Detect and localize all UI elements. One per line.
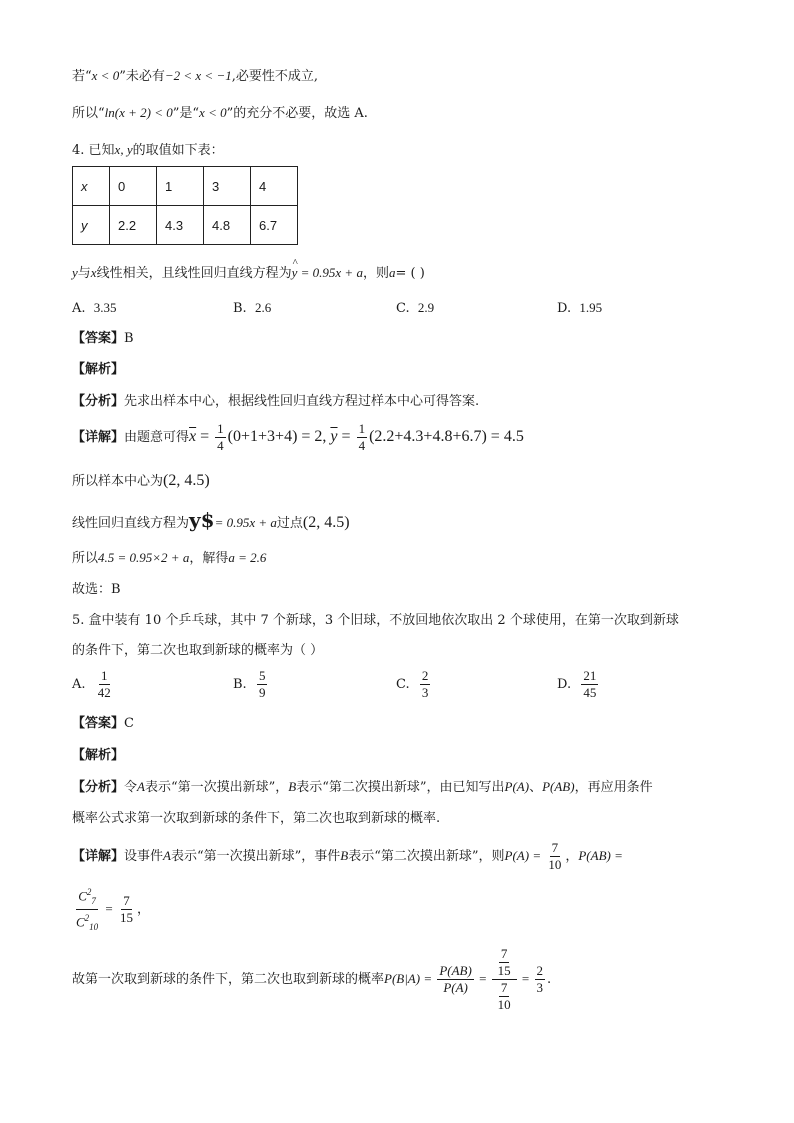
- option-d[interactable]: [557, 298, 602, 319]
- math: $\overline{y}$: [330, 428, 338, 445]
- denominator: 10: [548, 857, 562, 872]
- fraction: [535, 963, 546, 996]
- text: 的条件下，第二次也取到新球的概率为（ ）: [72, 643, 324, 658]
- fraction: [74, 884, 100, 935]
- option-key: A.: [72, 677, 86, 692]
- xiangjie-tag: 【详解】: [72, 849, 125, 864]
- fraction: [257, 668, 268, 701]
- math: −2 < x < −1: [164, 68, 232, 83]
- math: x, y: [114, 142, 133, 157]
- option-b[interactable]: [233, 668, 269, 701]
- option-a[interactable]: [72, 298, 117, 319]
- table-cell: 6.7: [251, 206, 298, 245]
- option-key: D.: [557, 677, 572, 692]
- math: =: [102, 900, 117, 916]
- option-c[interactable]: [396, 668, 432, 701]
- text: 5. 盒中装有 10 个乒乓球，其中 7 个新球，3 个旧球，不放回地依次取出 2 个球使用，在第一次取到新球: [72, 613, 679, 628]
- table-cell: 4: [251, 167, 298, 206]
- numerator: 7: [500, 980, 508, 995]
- analysis-tag: 【解析】: [72, 362, 125, 377]
- question-4-stem: [72, 140, 224, 161]
- regression-line-4: [72, 510, 350, 534]
- question-5-stem-2: [72, 641, 323, 661]
- text: 所以样本中心为: [72, 474, 164, 489]
- table-cell: 4.8: [204, 206, 251, 245]
- text: ，则: [362, 266, 389, 281]
- option-key: B.: [233, 301, 247, 316]
- math: B: [288, 779, 297, 794]
- numerator: 2: [421, 668, 429, 683]
- answer-4: [72, 329, 134, 349]
- text: ”的充分不必要，故选 A.: [226, 106, 368, 121]
- math: B: [340, 848, 349, 863]
- denominator: 3: [536, 980, 544, 995]
- denominator: 3: [421, 685, 429, 700]
- fenxi-tag: 【分析】: [72, 394, 125, 409]
- text: 先求出样本中心，根据线性回归直线方程过样本中心可得答案.: [124, 394, 480, 409]
- math: (0+1+3+4) = 2,: [227, 428, 331, 445]
- table-cell: 4.3: [157, 206, 204, 245]
- math: ^ y: [292, 263, 298, 283]
- option-c[interactable]: [396, 298, 434, 319]
- text: 表示“第二次摸出新球”，由已知写出: [296, 780, 505, 795]
- text: ，解得: [189, 551, 229, 566]
- answer-value: C: [124, 716, 134, 731]
- option-key: B.: [233, 677, 247, 692]
- table-cell: 0: [110, 167, 157, 206]
- fenxi-tag: 【分析】: [72, 780, 125, 795]
- answer-value: B: [124, 331, 134, 346]
- numerator: 2: [536, 963, 544, 978]
- text: 由题意可得: [124, 430, 190, 445]
- option-value: 1.95: [579, 300, 603, 315]
- final-5: [72, 944, 551, 1015]
- math: = 0.95x + a: [297, 265, 363, 280]
- denominator: 42: [97, 685, 111, 700]
- superscript: 2: [84, 912, 90, 923]
- math: 4.5 = 0.95×2 + a: [98, 550, 190, 565]
- text-line-2: [72, 103, 368, 124]
- numerator: 7: [500, 946, 508, 961]
- math: = 0.95x + a: [214, 515, 277, 530]
- text: ”未必有: [119, 69, 165, 84]
- math: $\overline{x}$: [189, 428, 197, 445]
- center-4: [72, 471, 210, 492]
- math: =: [196, 428, 214, 445]
- denominator: 45: [583, 685, 597, 700]
- numerator: 1: [358, 421, 366, 436]
- math: y: [72, 265, 78, 280]
- math: =: [518, 971, 533, 986]
- text: 概率公式求第一次取到新球的条件下，第二次也取到新球的概率.: [72, 811, 441, 826]
- math: (2.2+4.3+4.8+6.7) = 4.5: [369, 428, 524, 445]
- numerator: 1: [101, 668, 108, 683]
- option-key: D.: [557, 301, 572, 316]
- text: 所以: [72, 551, 99, 566]
- text: 线性相关，且线性回归直线方程为: [96, 266, 292, 281]
- option-d[interactable]: [557, 668, 600, 701]
- compound-fraction: [492, 946, 517, 1013]
- fraction: [581, 668, 598, 701]
- numerator: C: [78, 888, 87, 904]
- fraction: [437, 963, 473, 996]
- solve-4: [72, 548, 266, 569]
- text: 故第一次取到新球的条件下，第二次也取到新球的概率: [72, 972, 385, 987]
- math: A: [163, 848, 171, 863]
- subscript: 7: [91, 895, 96, 906]
- math: P(A) =: [504, 848, 545, 863]
- denominator: P(A): [443, 980, 468, 995]
- fraction: [118, 893, 135, 926]
- table-row: [73, 206, 298, 245]
- text: ”是“: [172, 106, 200, 121]
- fenxi-5-line-2: [72, 809, 440, 829]
- option-key: C.: [396, 301, 410, 316]
- fenxi-4: [72, 392, 479, 412]
- table-cell: y: [73, 206, 110, 245]
- xiangjie-4: [72, 420, 524, 455]
- text: 表示“第二次摸出新球”，则: [348, 849, 505, 864]
- text: 表示“第一次摸出新球”，事件: [170, 849, 341, 864]
- math: =: [475, 971, 490, 986]
- math: (2, 4.5): [163, 472, 210, 489]
- numerator: 21: [583, 668, 597, 683]
- text: 令: [124, 780, 138, 795]
- table-cell: 1: [157, 167, 204, 206]
- denominator: 10: [497, 997, 511, 1012]
- text: 4. 已知: [72, 143, 115, 158]
- denominator: 4: [358, 438, 366, 453]
- math: A: [137, 779, 145, 794]
- fraction: [96, 668, 113, 701]
- math: (2, 4.5): [302, 514, 350, 531]
- text-line-1: [72, 66, 318, 87]
- text: ,必要性不成立,: [231, 69, 318, 84]
- option-key: A.: [72, 301, 86, 316]
- option-value: 2.6: [254, 300, 272, 315]
- option-value: 2.9: [417, 300, 435, 315]
- answer-tag: 【答案】: [72, 716, 125, 731]
- text: ，: [137, 901, 151, 917]
- math: P(B|A) =: [384, 971, 436, 986]
- text: 故选：B: [72, 582, 121, 597]
- math: a = 2.6: [228, 550, 267, 565]
- option-b[interactable]: [233, 298, 271, 319]
- text: .: [547, 972, 552, 987]
- text: 设事件: [124, 849, 164, 864]
- choose-4: [72, 580, 121, 600]
- math: ln(x + 2) < 0: [104, 105, 173, 120]
- text: 线性回归直线方程为: [72, 516, 190, 531]
- xiangjie-tag: 【详解】: [72, 430, 125, 445]
- numerator: 7: [123, 892, 130, 908]
- option-a[interactable]: [72, 668, 115, 701]
- combination-5: [72, 884, 150, 935]
- analysis-5-tag: [72, 746, 124, 766]
- numerator: 5: [258, 668, 266, 683]
- fraction: [546, 840, 563, 873]
- fenxi-5-line-1: [72, 777, 653, 798]
- analysis-tag: 【解析】: [72, 748, 125, 763]
- text: 过点: [276, 516, 303, 531]
- analysis-4-tag: [72, 360, 124, 380]
- numerator: 1: [217, 421, 224, 436]
- text: 所以“: [72, 106, 105, 121]
- table-cell: 2.2: [110, 206, 157, 245]
- text: = ( ): [395, 266, 425, 281]
- text: 、: [529, 780, 543, 795]
- denominator: C: [76, 914, 85, 930]
- subscript: 10: [89, 921, 99, 932]
- option-key: C.: [396, 677, 410, 692]
- table-cell: x: [73, 167, 110, 206]
- text: 的取值如下表：: [132, 143, 224, 158]
- question-4-condition: [72, 263, 425, 284]
- text: 与: [77, 266, 91, 281]
- answer-5: [72, 714, 134, 734]
- table-cell: 3: [204, 167, 251, 206]
- math: =: [337, 428, 355, 445]
- numerator: P(AB): [439, 963, 472, 978]
- numerator: 7: [551, 840, 559, 855]
- math: a: [388, 265, 396, 280]
- text: ，: [565, 849, 579, 864]
- option-value: 3.35: [93, 300, 117, 315]
- xiangjie-5: [72, 836, 623, 877]
- math: x: [90, 265, 97, 280]
- math: x < 0: [91, 68, 120, 83]
- math: y$: [189, 508, 215, 532]
- math: P(A): [504, 779, 530, 794]
- text: 表示“第一次摸出新球”，: [144, 780, 289, 795]
- fraction: [420, 668, 431, 701]
- superscript: 2: [86, 887, 92, 897]
- fraction: [357, 421, 368, 454]
- text: 若“: [72, 69, 92, 84]
- xy-value-table: [72, 166, 298, 245]
- denominator: 9: [258, 685, 266, 700]
- denominator: 4: [217, 438, 224, 453]
- math: x < 0: [199, 105, 227, 120]
- answer-tag: 【答案】: [72, 331, 125, 346]
- question-5-stem-1: [72, 611, 679, 631]
- denominator: 15: [497, 963, 511, 978]
- text: ，再应用条件: [574, 780, 653, 795]
- fraction: [215, 421, 226, 454]
- math: P(AB) =: [578, 848, 623, 863]
- math: P(AB): [542, 779, 575, 794]
- denominator: 15: [120, 909, 134, 925]
- table-row: [73, 167, 298, 206]
